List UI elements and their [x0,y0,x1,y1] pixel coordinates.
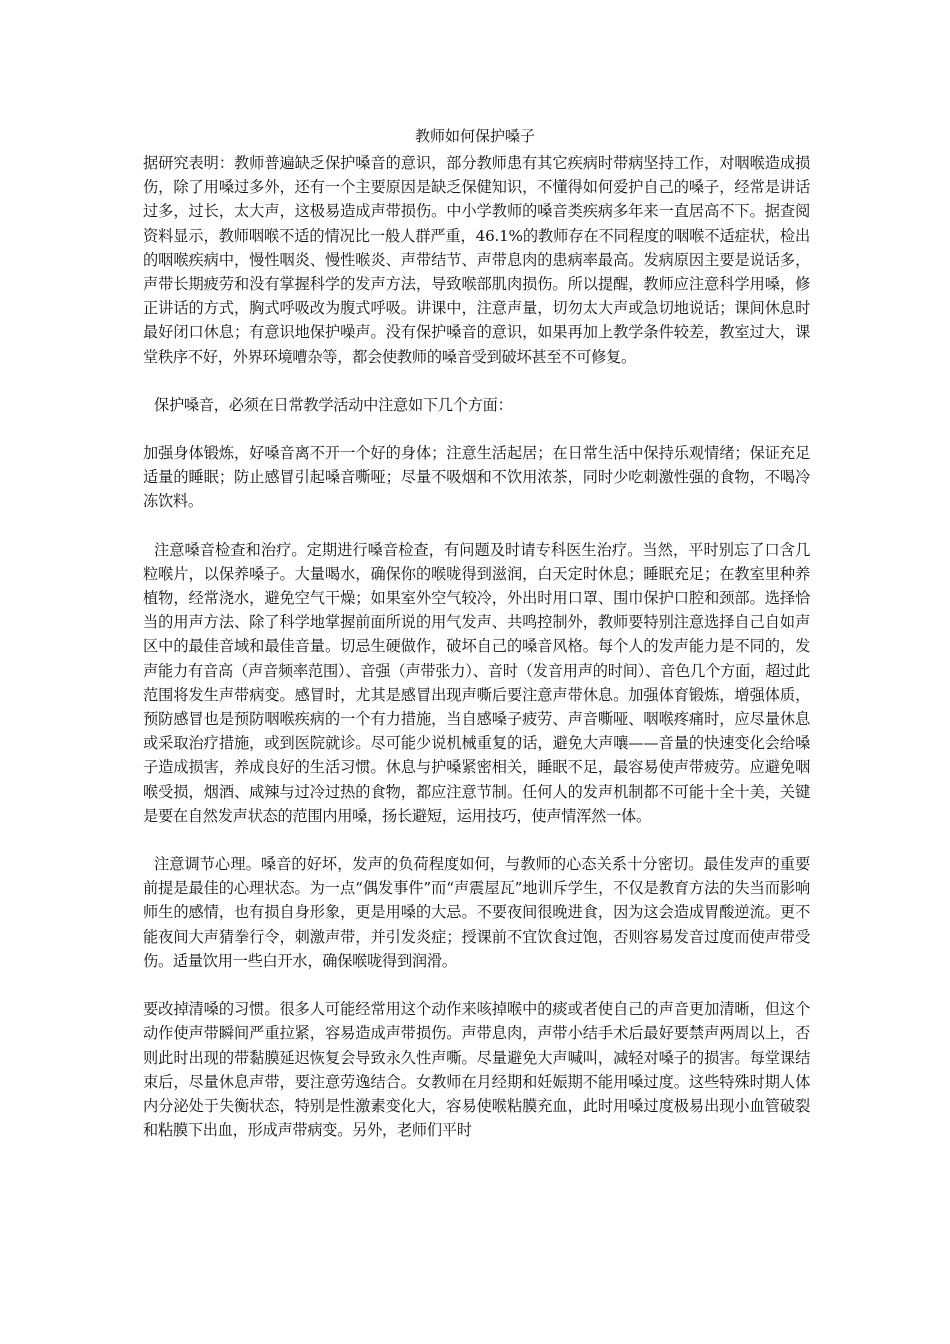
paragraph-intro: 据研究表明：教师普遍缺乏保护嗓音的意识，部分教师患有其它疾病时带病坚持工作，对咽喉造成损伤，除了用嗓过多外，还有一个主要原因是缺乏保健知识，不懂得如何爱护自己的嗓子，经常是讲话过多，过长，太大声，这极易造成声带损伤。中小学教师的嗓音类疾病多年来一直居高不下。据查阅资料显示，教师咽喉不适的情况比一般人群严重，46.1%的教师存在不同程度的咽喉不适症状，检出的咽喉疾病中，慢性咽炎、慢性喉炎、声带结节、声带息肉的患病率最高。发病原因主要是说话多，声带长期疲劳和没有掌握科学的发声方法，导致喉部肌肉损伤。所以提醒，教师应注意科学用嗓，修正讲话的方式，胸式呼吸改为腹式呼吸。讲课中，注意声量，切勿太大声或急切地说话；课间休息时最好闭口休息；有意识地保护噪声。没有保护嗓音的意识，如果再加上教学条件较差，教室过大，课堂秩序不好，外界环境嘈杂等，都会使教师的嗓音受到破坏甚至不可修复。 [143,154,810,366]
paragraph-checkup: 注意嗓音检查和治疗。定期进行嗓音检查，有问题及时请专科医生治疗。当然，平时别忘了口含几粒喉片，以保养嗓子。大量喝水，确保你的喉咙得到滋润，白天定时休息；睡眠充足；在教室里种养植物，经常浇水，避免空气干燥；如果室外空气较冷，外出时用口罩、围巾保护口腔和颈部。选择恰当的用声方法、除了科学地掌握前面所说的用气发声、共鸣控制外，教师要特别注意选择自己自如声区中的最佳音域和最佳音量。切忌生硬做作，破坏自己的嗓音风格。每个人的发声能力是不同的，发声能力有音高（声音频率范围）、音强（声带张力）、音时（发音用声的时间）、音色几个方面，超过此范围将发生声带病变。感冒时，尤其是感冒出现声嘶后要注意声带休息。加强体育锻炼，增强体质，预防感冒也是预防咽喉疾病的一个有力措施，当自感嗓子疲劳、声音嘶哑、咽喉疼痛时，应尽量休息或采取治疗措施，或到医院就诊。尽可能少说机械重复的话，避免大声嚷——音量的快速变化会给嗓子造成损害，养成良好的生活习惯。休息与护嗓紧密相关，睡眠不足，最容易使声带疲劳。应避免咽喉受损，烟酒、咸辣与过冷过热的食物，都应注意节制。任何人的发声机制都不可能十全十美，关键是要在自然发声状态的范围内用嗓，扬长避短，运用技巧，使声情浑然一体。 [143,540,810,825]
document-title: 教师如何保护嗓子 [414,127,535,145]
document-body [143,151,810,1166]
paragraph-throat-clearing: 要改掉清嗓的习惯。很多人可能经常用这个动作来咳掉喉中的痰或者使自己的声音更加清晰，但这个动作使声带瞬间严重拉紧，容易造成声带损伤。声带息肉，声带小结手术后最好要禁声两周以上，否则此时出现的带黏膜延迟恢复会导致永久性声嘶。尽量避免大声喊叫，减轻对嗓子的损害。每堂课结束后，尽量休息声带，要注意劳逸结合。女教师在月经期和妊娠期不能用嗓过度。这些特殊时期人体内分泌处于失衡状态，特别是性激素变化大，容易使喉粘膜充血，此时用嗓过度极易出现小血管破裂和粘膜下出血，形成声带病变。另外，老师们平时 [143,1000,810,1140]
paragraph-psychology: 注意调节心理。嗓音的好坏，发声的负荷程度如何，与教师的心态关系十分密切。最佳发声的重要前提是最佳的心理状态。为一点“偶发事件”而“声震屋瓦”地训斥学生，不仅是教育方法的失当而影响师生的感情，也有损自身形象，更是用嗓的大忌。不要夜间很晚进食，因为这会造成胃酸逆流。更不能夜间大声猜拳行令，刺激声带，并引发炎症；授课前不宜饮食过饱，否则容易发音过度而使声带受伤。适量饮用一些白开水，确保喉咙得到润滑。 [143,855,810,970]
paragraph-aspects-lead: 保护嗓音，必须在日常教学活动中注意如下几个方面： [154,395,513,414]
paragraph-exercise: 加强身体锻炼，好嗓音离不开一个好的身体；注意生活起居；在日常生活中保持乐观情绪；保证充足适量的睡眠；防止感冒引起嗓音嘶哑；尽量不吸烟和不饮用浓茶，同时少吃刺激性强的食物，不喝冷冻饮料。 [143,444,810,511]
